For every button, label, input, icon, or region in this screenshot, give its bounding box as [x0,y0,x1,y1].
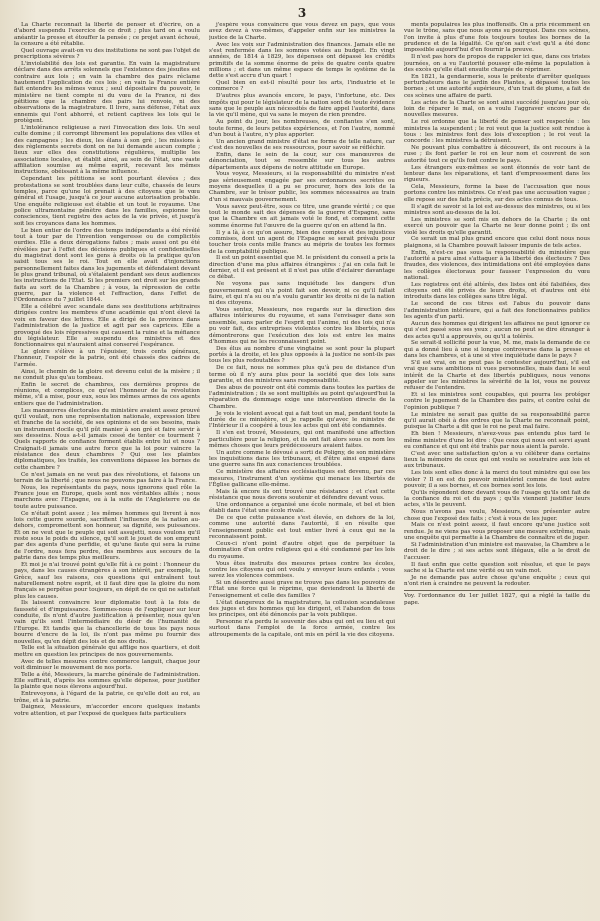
column-middle [209,22,395,915]
paragraph: Entrevoyons, à l'égard de la patrie, ce qu'elle doit au roi, au trône, et à la patrie. [14,691,200,704]
paragraph: Eh bien ! Messieurs, n'avez-vous pas entendu plus tard le même ministre d'une loi dire : Que ceux qui nous ont servi ayant eu confiance et qui ont été trahis par nous aient la parole. [404,431,590,450]
paragraph: Quel bien en est-il résulté pour les arts, l'industrie et le commerce ? [209,80,395,93]
paragraph: Avec les voix sur l'administration des finances. Jamais elle ne s'est renfermée dans les sommes votées au budget. En vingt années, de 1814 à 1829, les dépenses ont dépassé les crédits primitifs de la somme énorme de près de quatre cents quatre millions ; et dans un même espace de temps le système de la dette s'est accru d'un quart ! [209,41,395,80]
paragraph: Les registres ont été altérés, des listes ont été falsifiées, des citoyens ont été privés de leurs droits, et d'autres ont été introduits dans les collèges sans titre légal. [404,281,590,301]
paragraph: Et si les ministres sont coupables, qui pourra les protéger contre le jugement de la Chambre des pairs, et contre celui de l'opinion publique ? [404,392,590,411]
paragraph: Vous êtes instruits des mesures prises contre les écoles, contre les citoyens qui ont voulu y envoyer leurs enfants ; vous savez les violences commises. [209,560,395,580]
paragraph: Le roi ordonne que la liberté de penser soit respectée : les ministres la suspendent ; le roi veut que la justice soit rendue à tous : les ministres font des lois d'exception ; le roi veut la concorde : les ministres la détruisent. [404,119,590,145]
paragraph: S'il est vrai, on ne peut pas le contester aujourd'hui, s'il est vrai que sans ambitions ni vues personnelles, mais dans le seul intérêt de la Charte et des libertés publiques, nous venons appeler sur les ministres la sévérité de la loi, vous ne pouvez refuser de l'entendre. [404,359,590,392]
paragraph: Il y a là, à ce qu'on assure, bien des comptes et des injustices commises, dont un agent de l'Espagne se serait prévalu pour toucher trois cents mille francs au mépris de toutes les formes de la comptabilité publique. [209,229,395,255]
paragraph: Si un désordre aussi grave ne trouve pas dans les pouvoirs de l'État une force qui le réprime, que deviendront la liberté de l'enseignement et celle des familles ? [209,580,395,599]
paragraph: Les ministres se sont mis en dehors de la Charte ; ils ont exercé un pouvoir que la Charte ne leur donne point ; ils ont violé les droits qu'elle garantit. [404,216,590,236]
paragraph: Elle a célébré avec scandale dans ses destitutions arbitraires dirigées contre les membres d'une académie qui n'ont élevé la voix en faveur des lettres. Elle a dirigé de la province dans l'administration de la justice et agit par ses caprices. Elle a provoqué des lois répressives qui causent la ruine et la méfiance du législateur. Elle a suspendu des ministres et des fonctionnaires qui n'auraient ainsi conservé l'espérance. [14,304,200,349]
paragraph: Ce serait un mal plus grand encore que celui dont nous nous plaignons, si la Chambre pouvait laisser impunis de tels actes. [404,236,590,249]
paragraph: Nous n'avons pas voulu, Messieurs, vous présenter autre chose que l'exposé des faits ; c'est à vous de les juger. [404,509,590,522]
paragraph: Mais ce n'est point assez, il faut encore qu'une justice soit rendue. Je ne viens pas vous proposer une mesure extrême, mais une enquête qui permette à la Chambre de connaître et de juger. [404,522,590,542]
paragraph: L'intolérance religieuse a ravi l'invocation des lois. Un seul culte domine ; il corrompt librement les populations des villes et des campagnes ; les dieux, les élans à son gré ; les missions à des règlements secrets dont on ne lui demande aucun compte ; lieux sur elles des constitutions régulières, multiplie les associations locales, et établit ainsi, au sein de l'état, une vaste affiliation soumise au même esprit, recevant les mêmes instructions, obéissant à la même influence. [14,125,200,176]
paragraph: Les étrangers eux-mêmes se sont étonnés de voir tant de lenteur dans les réparations, et tant d'empressement dans les rigueurs. [404,164,590,184]
paragraph: Je ne demande pas autre chose qu'une enquête ; ceux qui n'ont rien à craindre ne peuvent la redouter. [404,574,590,588]
paragraph: Vous savez peut-être, sous ce titre, une grande vérité ; ce que tout le monde sait des dépenses de la guerre d'Espagne, sans que la Chambre en ait jamais voté le fond, et comment cette somme énorme fut l'œuvre de la guerre qu'on en attend la fin. [209,203,395,229]
paragraph: Les manœuvres électorales du ministère avaient assez prouvé qu'il voulait, non une représentation nationale, expression libre et franche de la société, de ses opinions et de ses besoins, mais un instrument docile qu'il pût manier à son gré et faire servir à ses desseins. Nous a-t-il jamais cessé de tenter ce tourment ? Quels rapports de confiance forment établis entre lui et nous ? Craignait-il jamais une autre force que la loi pour vaincre la résistance des deux chambres ? Qui ose les plaintes diplomatiques, les traités, les conventions dépasse les bornes de cette chambre ? [14,407,200,471]
text-columns [14,22,590,915]
paragraph: L'état dangereux de la magistrature, la collusion scandaleuse des juges et des hommes qui les dirigent, et l'abandon de tous les principes, ont été dénoncés par la voix publique. [209,599,395,619]
paragraph: Un autre comme le dévoué a sorti de Poligny, de son ministère les inquisitions dans les tribunaux, et d'être ainsi exposé dans une guerre sans fin aux consciences troublées. [209,449,395,469]
paragraph: Il est un point essentiel que M. le président du conseil a pris la direction d'une ma plus affaires étrangères : j'ai en cela fait le dernier, et il est présent et il n'est pas utile d'éclairer davantage ce débat. [209,255,395,281]
paragraph: Ne pouvant plus combattre à découvert, ils ont recours à la ruse ; ils font parler le roi en leur nom et couvrent de son autorité tout ce qu'ils font contre le pays. [404,145,590,164]
paragraph: Daignez, Messieurs, m'accorder encore quelques instants votre attention, et par l'exposé de quelques faits particuliers [14,704,200,717]
column-right [404,22,590,915]
paragraph: Il s'agit de savoir si la loi est au-dessus des ministres, ou si les ministres sont au-dessus de la loi. [404,203,590,216]
paragraph: Quel ouvrage avait-on vu des institutions ne sont pas l'objet de prescriptions sévères ? [14,47,200,61]
paragraph: Le gloire s'élève à un l'épuisier, trois cents généraux, l'honneur, l'espoir de la patrie, ont été chassés des cadres de l'armée. [14,349,200,368]
paragraph: Mais là encore ils ont trouvé une résistance ; et c'est cette résistance que nous devons soutenir et défendre devant vous. [209,488,395,502]
paragraph: Personne n'a perdu le souvenir des abus qui ont eu lieu et qui surtout dans l'emploi de la force armée, contre les attroupements de la capitale, ont mis en péril la vie des citoyens. [209,619,395,638]
paragraph: Le bien entier de l'ordre des temps indépendants a été révélé tout à tour par de l'invention vengeresse ou de complicités ourdies. Elle a deux dérogations faites ; mais aussi ont pu été révélées par à l'effet des décisions publiques et confidentielles du magistrat dont sont les gens à droits où la pratique qu'on saisit tous ses le roi. Tout en elle avait d'injonctions personnellement faites dans les jugements et défendaient devant le plus grand tribunal, où s'étalaient pendant ses deux audiences les instructions de l'Etat. Si les premiers ont droit sur les grands faits au sort de la Chambre ; à vous, la répression de cette guerre, par la violence et l'effraction, dans l'effet de l'Ordonnance du 7 juillet 1844. [14,227,200,304]
paragraph: Le second de ces titres est l'abus du pouvoir dans l'administration intérieure, qui a fait des fonctionnaires publics les agents d'un parti. [404,301,590,320]
paragraph: L'inviolabilité des lois est garantie. En vain la magistrature déclare dans des arrêts solennels que l'existence des jésuites est contraire aux lois ; en vain la chambre des pairs réclame hautement l'application de ces lois ; en vain la France entière fait entendre les mêmes vœux ; seul dépositaire du pouvoir, le ministère ne tient compte ni du vœu de la France, ni des pétitions que la chambre des pairs lui renvoie, ni des observations de la magistrature. Il livre, sans défense, l'état aux ennemis qui l'ont abhorré, et retient captives les lois qui le protègent. [14,61,200,125]
paragraph: Un ancien grand ministre d'état ne forme de telle nature, car c'est des nouvelles de ses ressources, pour savoir se réfléchir. [209,138,395,152]
paragraph: C'est avec une satisfaction qu'on a vu célébrer dans certains lieux la mémoire de ceux qui ont voulu se soustraire aux lois et aux tribunaux. [404,450,590,470]
paragraph: Ils laissent convaincre leur diplomatie tout à la fois de fausseté et d'impuissance. Sommes-nous de l'expliquer sur leur conduite, ils n'ont d'autre justification à présenter, nous qu'en vain qu'ils sont l'intermédiaire du désir de l'humanité de l'Europe. Et tandis que la chancellerie de tous les pays nous bourre d'encre de la loi, ils n'ont pas même pu fournir des nouvelles, qu'en dépit des lois et de nos droits. [14,600,200,645]
page-number: 3 [297,6,307,20]
paragraph: Enfin le secret de chambres, ces dernières propres de réunions, et complices, ce qu'est l'honneur de la révolution même, s'il a mise, pour eux, sous les mêmes armes de ces agents entiers que de l'administration. [14,381,200,407]
paragraph: Enfin, dans le sein de la cour, sur ces manœuvres de dénonciation, tout se ressemble sur tous les autres départements aux dépens de notre attitude en Europe. [209,151,395,171]
paragraph: Et moi je n'ai trouvé point qu'elle fût à ce point : l'honneur du pays, dans les causes étrangères à son intérêt, par exemple, la Grèce, sauf les raisons, ces questions qui entraînent tout naturellement notre esprit, et il faut dire que la gloire du nom français se perpétue pour toujours, en dépit de ce qui ne satisfait plus les causes. [14,561,200,600]
paragraph: Aucun des hommes qui dirigent les affaires ne peut ignorer ce qui s'est passé sous ses yeux ; aucun ne peut se dire étranger à des actes qu'il a approuvés, ou qu'il a tolérés. [404,320,590,340]
paragraph: Le ministre ne serait pas quitte de sa responsabilité parce qu'il aurait obéi à des ordres que la Charte ne reconnaît point, puisque la Charte a dit que le roi ne peut mal faire. [404,411,590,431]
paragraph: Je vois le violent avocat qui a fait tout un mal, pendant toute la durée de ce ministère, et je rappelle qu'avec le ministre de l'Intérieur il a coopéré à tous les actes qui ont été condamnés. [209,410,395,430]
paragraph: D'autres plus avancés encore, le pays, l'infortune, etc. Des impôts qui pour le législateur de la nation sont de toute évidence sans que le peuple aux nécessités de faire appel l'autorité, dans la vie qu'il mène, qui va sans le moyen de rien prendre. [209,93,395,119]
paragraph: Telle a été, Messieurs, la marche générale de l'administration. Elle suffirait, d'après les sommes qu'elle dépense, pour justifier la plainte que nous élevons aujourd'hui. [14,671,200,691]
paragraph: Des élus au nombre d'une vingtaine se sont pour la plupart portés à la droite, et les plus opposés à la justice ne sont-ils pas tous les plus redoutables ? [209,345,395,365]
paragraph: Il n'est pas hors de propos de rappeler ici que, dans ces tristes journées, on a vu l'autorité pousser elle-même la population à des excès qu'elle était ensuite chargée de réprimer. [404,54,590,73]
paragraph: Les actes de la Charte se sont ainsi succédé jusqu'au jour où, loin de réparer le mal, on a voulu l'aggraver encore par de nouvelles mesures. [404,99,590,119]
paragraph: Ce n'est jamais en ne veut pas des révolutions, et faisons un terrain de la liberté ; que nous ne pouvons pas faire à la France. [14,471,200,484]
paragraph: Qu'ils répondent donc devant vous de l'usage qu'ils ont fait de la confiance du roi et du pays ; qu'ils viennent justifier leurs actes, s'ils le peuvent. [404,489,590,509]
paragraph: Cela, Messieurs, forme la base de l'accusation que nous portons contre les ministres. Ce n'est pas une accusation vague ; elle repose sur des faits précis, sur des actes connus de tous. [404,184,590,203]
paragraph: Au point du jour, les nombreuses, de confiantes s'en sont, toute ferme, de leurs petites expériences, et l'on l'autre, nommé d'un bout à l'autre, n'y plus apporter. [209,119,395,138]
paragraph: Enfin, n'est-ce pas sous la responsabilité du ministère que l'autorité a paru ainsi s'attaquer à la liberté des électeurs ? Des fraudes, des violences, des intimidations ont été employées dans les collèges électoraux pour fausser l'expression du vœu national. [404,249,590,281]
paragraph: Cependant les pétitions se sont pourtant élevées ; des protestations se sont troublées dans leur culte, chassés de leurs temples, parce qu'une loi prenait à des citoyens que le vœu général et l'usage, jusqu'à ce jour aucune autorisation probable. Une enquête religieuse est établie et un tout le royaume. Une police ultramontaine pénètre dans les familles, espionne les consciences, tient registre des actes de la vie privée, et jusqu'à soit les croyances dans les hommes. [14,176,200,227]
paragraph: Il s'en est trouvé, Messieurs, qui ont manifesté une affection particulière pour la religion, et ils ont fait alors sous ce nom les mêmes choses que leurs prédécesseurs avaient faites. [209,430,395,449]
paragraph: Ceux-ci n'ont point d'autre objet que de perpétuer la domination d'un ordre religieux qui a été condamné par les lois du royaume. [209,541,395,560]
paragraph: Ce n'était point assez ; les mêmes hommes qui livrent à nos lois cette guerre sourde, sacrifient l'influence de la nation au-dehors, compromettent son honneur, sa dignité, ses puissances. Et on ne veut que le peuple qui soit assujetti, nous voulons qu'il reste sous le poids du silence, qu'il soit le jouet de son emprunt par des agents d'une perfidie, et qu'une faute qui sera la ruine de l'ordre, nous fera perdre, des membres aux secours de la patrie dans des temps plus meilleurs. [14,510,200,562]
paragraph: Telle est la situation générale qui afflige nos quartiers, et doit mettre en question les principes de nos gouvernements. [14,645,200,658]
paragraph: j'espère vous convaincre que vous devez en pays, que vous avez devez à vos-mêmes, d'appeler enfin sur les ministres la justice de la Charte. [209,22,395,41]
paragraph: Il faut enfin que cette question soit résolue, et que le pays sache si la Charte est une vérité ou un vain mot. [404,561,590,574]
paragraph: La Charte reconnaît la liberté de penser et d'écrire, on a d'abord suspendu l'exercice de ce droit ; plus tard on a voulu anéantir la presse et étouffer la pensée ; ce projet avant échoué, la censure a été rétablie. [14,22,200,48]
paragraph: Nous, les représentants du pays, nous ignorons quel rôle la France joue en Europe, quels sont nos véritables alliés ; nous marchons avec l'Espagne, ou à la suite de l'Angleterre ou de toute autre puissance. [14,484,200,510]
footnote: Voy. l'ordonnance du 1er juillet 1827, qui a réglé la taille du pape. [404,590,590,606]
paragraph: Si l'administration d'un ministre est mauvaise, la Chambre a le droit de le dire ; si ses actes sont illégaux, elle a le droit de l'accuser. [404,542,590,561]
paragraph: Vous voyez, Messieurs, si la responsabilité du ministre n'est pas sérieusement engagée par ses ordonnances secrètes ou moyens desquelles il a pu se procurer, hors des lois de la Chambre, sur le trésor public, les sommes nécessaires au train d'un si mauvais gouvernement. [209,171,395,203]
paragraph: Ne voyons pas sans inquiétude les dangers d'un gouvernement qui n'a point fait son devoir, ni ce qu'il fallait faire, et qui n'a su ou n'a voulu garantir les droits ni de la nation ni des citoyens. [209,281,395,307]
paragraph: Ce ministère des affaires ecclésiastiques est devenu, par ces mesures, l'instrument d'un système qui menace les libertés de l'Église gallicane elle-même. [209,469,395,488]
paragraph: Se serait-il sollicité pour la vue, M. me, mais la demande de ce qui a donné lieu à une si longue controverse dans la presse et dans les chambres, et à une si vive inquiétude dans le pays ? [404,340,590,360]
paragraph: ments populaires les plus inoffensifs. On a pris récemment en vue le trône, sans que nous ayons su pourquoi. Dans ces scènes, l'on invite à plus d'une fois toujours toutes les bornes de la prudence et de la légalité. Ce qu'on sait c'est qu'il a été donc impossible aujourd'hui d'en fournir la preuve. [404,22,590,54]
paragraph: Des abus de pouvoir ont été commis dans toutes les parties de l'administration ; ils se sont multipliés au point qu'aujourd'hui la réparation du dommage exige une intervention directe de la Chambre. [209,384,395,410]
paragraph: Ainsi, le chemin de la gloire est devenu celui de la misère ; il ne conduit plus qu'au tombeau. [14,368,200,381]
paragraph: Vous sentez, Messieurs, nos regards sur la direction des affaires intérieures du royaume, et sans l'envisager dans son ensemble, sans parler de l'esprit qui l'anime, ni des lois qui n'a pu voir fait, des entreprises violentes contre les libertés, nous démontrerons que l'exécution des lois est entre les mains d'hommes qui ne les reconnaissent point. [209,307,395,345]
paragraph: De ce fait, nous ne sommes plus qu'à peu de distance d'un terme où il n'y aura plus pour la société que des lois sans garantie, et des ministres sans responsabilité. [209,365,395,384]
paragraph: Les lois sont elles donc à la merci du tout ministre qui ose les violer ? Il en est du pouvoir ministériel comme de tout autre pouvoir, il a ses bornes, et ces bornes sont les lois. [404,470,590,489]
paragraph: Une ordonnance a organisé une école normale, et bel et bien établi dans l'état une école rivale. [209,501,395,515]
paragraph: Avec de telles mesures contre commerce languit, chaque jour voit diminuer le mouvement de nos ports. [14,658,200,671]
column-left [14,22,200,915]
paragraph: En 1821, la gendarmerie, sous le prétexte d'arrêter quelques perturbateurs dans le jardin des Plantes, a dépassé toutes les bornes ; et une autorité supérieure, d'un trait de plume, a fait de ces scènes une affaire de parti. [404,73,590,99]
paragraph: De ce que cette puissance s'est élevée, en dehors de la loi, comme une autorité dans l'autorité, il en résulte que l'enseignement public est tout entier livré à ceux qui ne la reconnaissent point. [209,515,395,541]
